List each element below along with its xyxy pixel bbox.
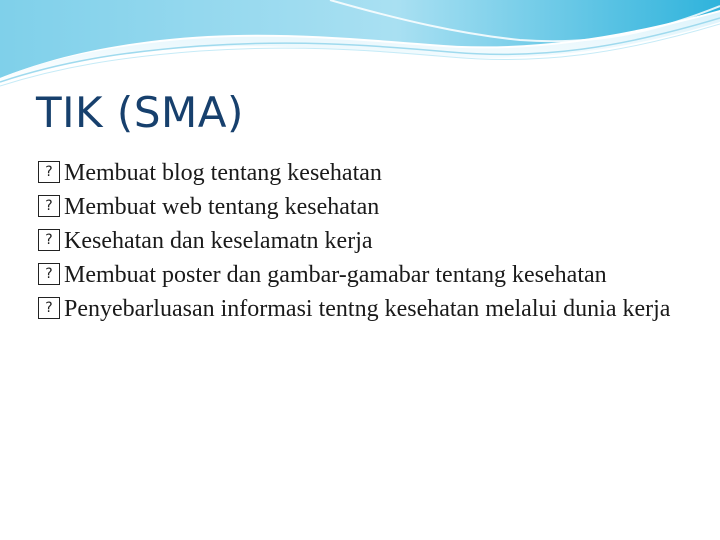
bullet-item bbox=[38, 258, 678, 292]
bullet-item bbox=[38, 190, 678, 224]
missing-glyph-icon: ? bbox=[38, 297, 60, 319]
slide-title: TIK (SMA) bbox=[36, 88, 244, 137]
bullet-item bbox=[38, 156, 678, 190]
missing-glyph-icon: ? bbox=[38, 229, 60, 251]
bullet-text: Membuat blog tentang kesehatan bbox=[64, 160, 382, 186]
missing-glyph-icon: ? bbox=[38, 195, 60, 217]
bullet-text: Kesehatan dan keselamatn kerja bbox=[64, 228, 373, 254]
bullet-text: Penyebarluasan informasi tentng kesehatan melalui dunia kerja bbox=[64, 296, 671, 322]
missing-glyph-icon: ? bbox=[38, 263, 60, 285]
bullet-text: Membuat poster dan gambar-gamabar tentang kesehatan bbox=[64, 262, 607, 288]
bullet-item bbox=[38, 292, 678, 326]
missing-glyph-icon: ? bbox=[38, 161, 60, 183]
bullet-list bbox=[38, 156, 678, 326]
bullet-item bbox=[38, 224, 678, 258]
wave-banner-icon bbox=[0, 0, 720, 90]
bullet-text: Membuat web tentang kesehatan bbox=[64, 194, 380, 220]
